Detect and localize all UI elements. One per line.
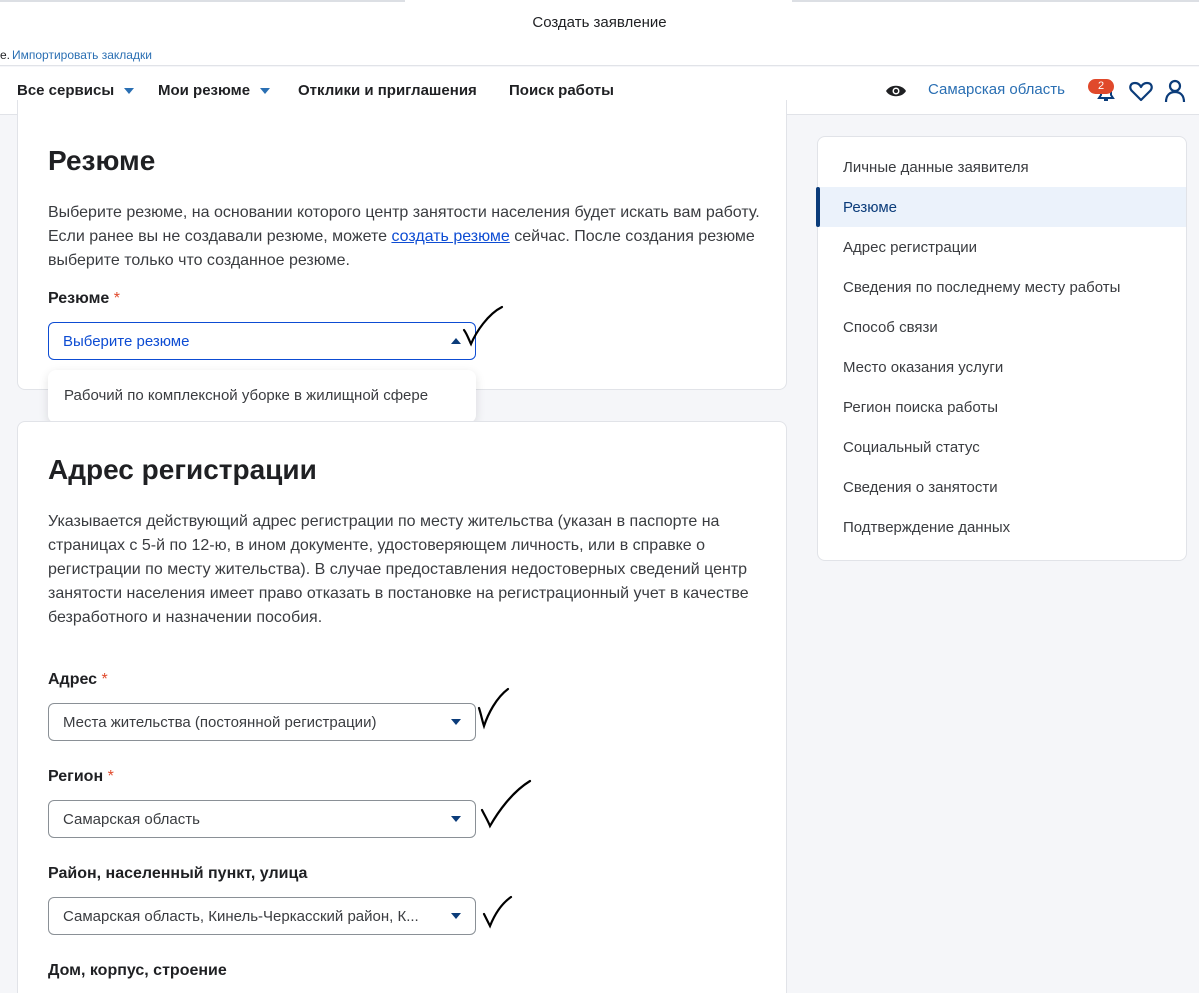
sidebar-item-contact-method[interactable]: Способ связи (843, 319, 938, 336)
checkmark-icon (460, 304, 506, 348)
nav-responses-label: Отклики и приглашения (298, 82, 477, 99)
resume-field-label-text: Резюме (48, 290, 110, 307)
eye-icon[interactable] (885, 83, 907, 99)
region-select[interactable] (48, 800, 476, 838)
nav-my-resumes[interactable] (158, 82, 270, 99)
user-icon[interactable] (1164, 79, 1186, 103)
sidebar-item-registration-address[interactable]: Адрес регистрации (843, 239, 978, 256)
sidebar-item-social-status[interactable]: Социальный статус (843, 439, 980, 456)
resume-dropdown-option[interactable]: Рабочий по комплексной уборке в жилищной сфере (48, 370, 476, 423)
chevron-down-icon (451, 913, 461, 919)
sidebar-item-data-confirmation[interactable]: Подтверждение данных (843, 519, 1011, 536)
resume-description (48, 201, 763, 273)
heart-icon[interactable] (1129, 80, 1153, 102)
sidebar-item-employment-info[interactable]: Сведения о занятости (843, 479, 998, 496)
import-bookmarks-link[interactable]: Импортировать закладки (12, 48, 152, 62)
required-mark: * (107, 768, 114, 785)
resume-field-label (48, 290, 120, 308)
nav-all-services-label: Все сервисы (17, 82, 115, 99)
address-field-label-text: Адрес (48, 671, 98, 688)
sidebar-item-service-place[interactable]: Место оказания услуги (843, 359, 1004, 376)
house-field-label: Дом, корпус, строение (48, 962, 227, 979)
chevron-down-icon (451, 816, 461, 822)
resume-description-text-end: сейчас. После создания резюме выберите только что созданное резюме. (48, 228, 755, 269)
browser-tab-strip (0, 0, 1199, 45)
region-field-label-text: Регион (48, 768, 104, 785)
tab-title[interactable]: Создать заявление (532, 14, 667, 31)
nav-job-search-label: Поиск работы (509, 82, 614, 99)
district-field-label: Район, населенный пункт, улица (48, 865, 308, 882)
tab-divider (0, 0, 405, 2)
resume-select[interactable] (48, 322, 476, 360)
chevron-down-icon (451, 719, 461, 725)
create-resume-link[interactable]: создать резюме (391, 228, 510, 245)
resume-select-value: Выберите резюме (63, 333, 190, 350)
tab-divider (792, 0, 1199, 2)
nav-job-search[interactable] (509, 82, 614, 99)
address-field-label (48, 671, 108, 689)
district-value: Самарская область, Кинель-Черкасский район, К... (63, 908, 419, 925)
resume-description-text: Выберите резюме, на основании которого центр занятости населения будет искать вам работу. Если ранее вы не создавали резюме, можете (48, 204, 760, 245)
resume-section-title: Резюме (48, 145, 156, 176)
region-selector[interactable]: Самарская область (928, 81, 1065, 98)
sidebar-item-last-job[interactable]: Сведения по последнему месту работы (843, 279, 1121, 296)
region-value: Самарская область (63, 811, 200, 828)
bookmarks-bar (0, 45, 1199, 66)
checkmark-icon (481, 894, 515, 930)
nav-my-resumes-label: Мои резюме (158, 82, 251, 99)
sidebar-item-resume[interactable]: Резюме (818, 187, 1186, 227)
address-type-value: Места жительства (постоянной регистрации) (63, 714, 377, 731)
chevron-down-icon (124, 88, 134, 94)
form-steps-sidebar (817, 136, 1187, 561)
nav-responses[interactable] (298, 82, 477, 99)
region-field-label (48, 768, 114, 786)
address-description: Указывается действующий адрес регистрации по месту жительства (указан в паспорте на страницах с 5-й по 12-ю, в ином документе, удостоверяющем личность, или в справке о регистрации по месту жительства). В случае предоставления недостоверных сведений центр занятости населения имеет право отказать в постановке на регистрационный учет в качестве безработного и назначении пособия. (48, 513, 749, 626)
required-mark: * (101, 671, 108, 688)
checkmark-icon (476, 686, 512, 730)
bookmarks-prefix: е. (0, 48, 11, 62)
address-section-title: Адрес регистрации (48, 454, 317, 485)
district-select[interactable] (48, 897, 476, 935)
sidebar-item-personal-data[interactable]: Личные данные заявителя (843, 159, 1029, 176)
checkmark-icon (478, 778, 534, 830)
nav-all-services[interactable] (17, 82, 134, 99)
chevron-down-icon (260, 88, 270, 94)
address-type-select[interactable] (48, 703, 476, 741)
sidebar-item-job-search-region[interactable]: Регион поиска работы (843, 399, 999, 416)
required-mark: * (113, 290, 120, 307)
notification-badge: 2 (1088, 79, 1114, 94)
